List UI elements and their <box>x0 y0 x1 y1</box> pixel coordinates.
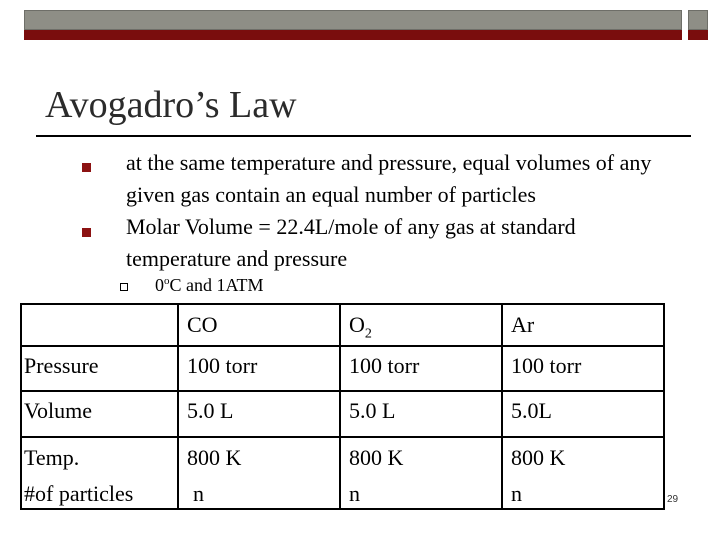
cell-temp-co: 800 K <box>187 445 242 470</box>
cell-volume-o2: 5.0 L <box>349 398 396 423</box>
row-label-temp: Temp. <box>24 445 80 470</box>
row-label-volume: Volume <box>24 398 93 423</box>
row-label-particles: #of particles <box>24 481 134 506</box>
table-row-divider <box>20 390 665 392</box>
cell-temp-o2: 800 K <box>349 445 404 470</box>
cell-particles-o2: n <box>349 481 360 506</box>
table-column-divider <box>339 303 341 510</box>
bullet-square-icon <box>82 163 91 172</box>
header-ar: Ar <box>511 312 535 337</box>
table-column-divider <box>177 303 179 510</box>
header-co: CO <box>187 312 218 337</box>
cell-particles-co: n <box>193 481 204 506</box>
bullet-square-icon <box>82 228 91 237</box>
slide-title: Avogadro’s Law <box>45 84 297 126</box>
table-row-divider <box>20 436 665 438</box>
table-row-divider <box>20 345 665 347</box>
row-label-pressure: Pressure <box>24 353 99 378</box>
title-underline <box>36 135 691 137</box>
cell-pressure-o2: 100 torr <box>349 353 420 378</box>
header-o2 <box>349 312 372 342</box>
cell-pressure-ar: 100 torr <box>511 353 582 378</box>
bullet-text-avogadro: at the same temperature and pressure, equal volumes of any given gas contain an equal number of particles <box>126 150 652 207</box>
table-frame <box>20 303 665 510</box>
header-square-red <box>688 30 708 40</box>
cell-volume-co: 5.0 L <box>187 398 234 423</box>
cell-pressure-co: 100 torr <box>187 353 258 378</box>
bullet-text-molar-volume: Molar Volume = 22.4L/mole of any gas at standard temperature and pressure <box>126 214 576 271</box>
page-number: 29 <box>667 494 679 505</box>
header-bar-grey <box>24 10 682 30</box>
sub-bullet-square-icon <box>120 283 128 291</box>
degree-symbol: o <box>164 275 170 287</box>
sub-bullet-stp <box>155 275 264 296</box>
header-o2-main: O <box>349 312 365 337</box>
stp-zero: 0 <box>155 275 164 295</box>
header-square-grey <box>688 10 708 30</box>
table-column-divider <box>501 303 503 510</box>
header-o2-subscript: 2 <box>364 326 372 342</box>
stp-rest: C and 1ATM <box>169 275 264 295</box>
cell-volume-ar: 5.0L <box>511 398 552 423</box>
cell-temp-ar: 800 K <box>511 445 566 470</box>
header-bar-red <box>24 30 682 40</box>
cell-particles-ar: n <box>511 481 522 506</box>
